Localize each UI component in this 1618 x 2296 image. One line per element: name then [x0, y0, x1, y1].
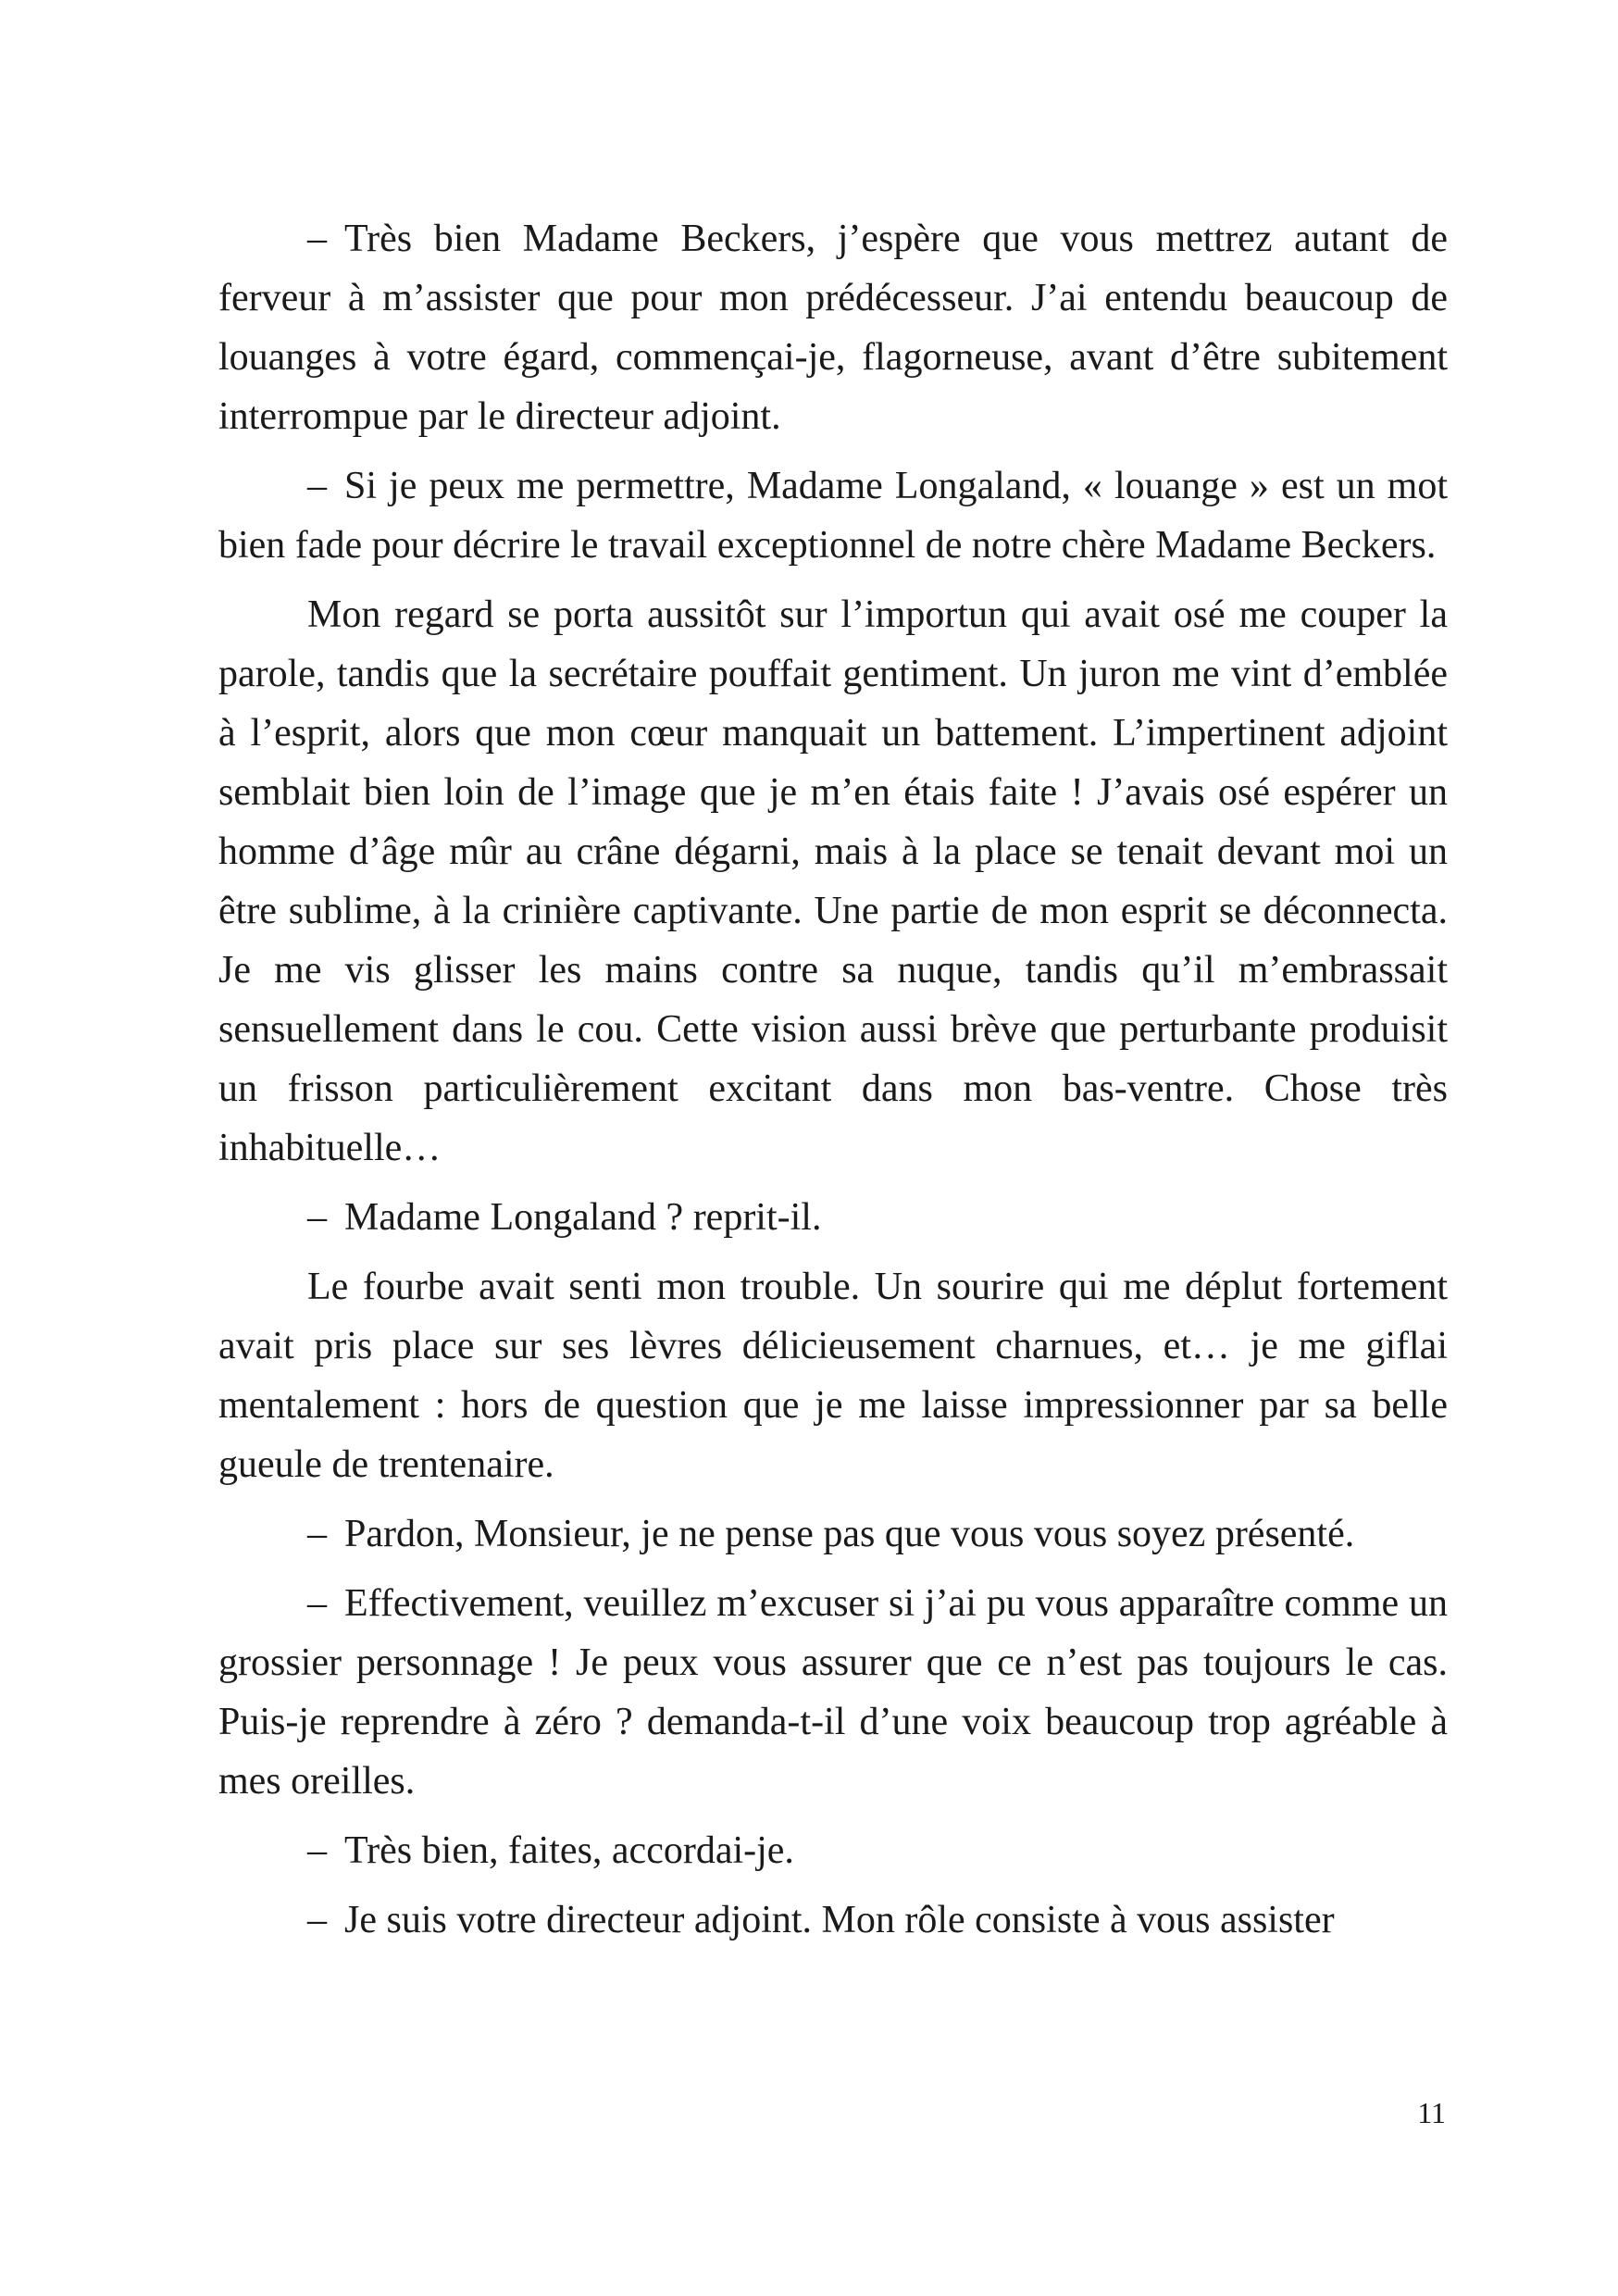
dialogue-dash: – [307, 1829, 327, 1872]
paragraph-text: Si je peux me permettre, Madame Longaland, « louange » est un mot bien fade pour décrire le travail exceptionnel de notre chère Madame Beckers. [218, 465, 1448, 567]
paragraph-text: Madame Longaland ? reprit-il. [344, 1196, 822, 1239]
dialogue-dash: – [307, 1196, 327, 1239]
paragraph-7 [218, 1574, 1448, 1811]
paragraph-text: Très bien, faites, accordai-je. [344, 1829, 794, 1872]
paragraph-text: Pardon, Monsieur, je ne pense pas que vous vous soyez présenté. [344, 1513, 1355, 1555]
paragraph-2 [218, 456, 1448, 575]
page-number: 11 [1417, 2096, 1446, 2129]
dialogue-dash: – [307, 1899, 327, 1941]
dialogue-dash: – [307, 1582, 327, 1625]
paragraph-text: Effectivement, veuillez m’excuser si j’ai pu vous apparaître comme un grossier personnage ! Je peux vous assurer que ce n’est pas toujours le cas. Puis-je reprendre à zéro ? demanda-t-il d’une voix beaucoup trop agréable à mes oreilles. [218, 1582, 1448, 1803]
paragraph-text: Le fourbe avait senti mon trouble. Un sourire qui me déplut fortement avait pris place sur ses lèvres délicieusement charnues, et… je me giflai mentalement : hors de question que je me laisse impressionner par sa belle gueule de trentenaire. [218, 1266, 1448, 1486]
page-body-text [218, 209, 1448, 1960]
paragraph-text: Très bien Madame Beckers, j’espère que vous mettrez autant de ferveur à m’assister que pour mon prédécesseur. J’ai entendu beaucoup de louanges à votre égard, commençai-je, flagorneuse, avant d’être subitement interrompue par le directeur adjoint. [218, 218, 1448, 438]
dialogue-dash: – [307, 1513, 327, 1555]
paragraph-text: Mon regard se porta aussitôt sur l’importun qui avait osé me couper la parole, tandis que la secrétaire pouffait gentiment. Un juron me vint d’emblée à l’esprit, alors que mon cœur manquait un battement. L’impertinent adjoint semblait bien loin de l’image que je m’en étais faite ! J’avais osé espérer un homme d’âge mûr au crâne dégarni, mais à la place se tenait devant moi un être sublime, à la crinière captivante. Une partie de mon esprit se déconnecta. Je me vis glisser les mains contre sa nuque, tandis qu’il m’embrassait sensuellement dans le cou. Cette vision aussi brève que perturbante produisit un frisson particulièrement excitant dans mon bas-ventre. Chose très inhabituelle… [218, 593, 1448, 1169]
paragraph-9 [218, 1890, 1448, 1950]
dialogue-dash: – [307, 218, 327, 260]
paragraph-8 [218, 1821, 1448, 1880]
paragraph-6 [218, 1504, 1448, 1564]
dialogue-dash: – [307, 465, 327, 507]
paragraph-4 [218, 1188, 1448, 1247]
paragraph-5 [218, 1257, 1448, 1494]
paragraph-1 [218, 209, 1448, 446]
paragraph-3 [218, 585, 1448, 1178]
paragraph-text: Je suis votre directeur adjoint. Mon rôle consiste à vous assister [344, 1899, 1335, 1941]
